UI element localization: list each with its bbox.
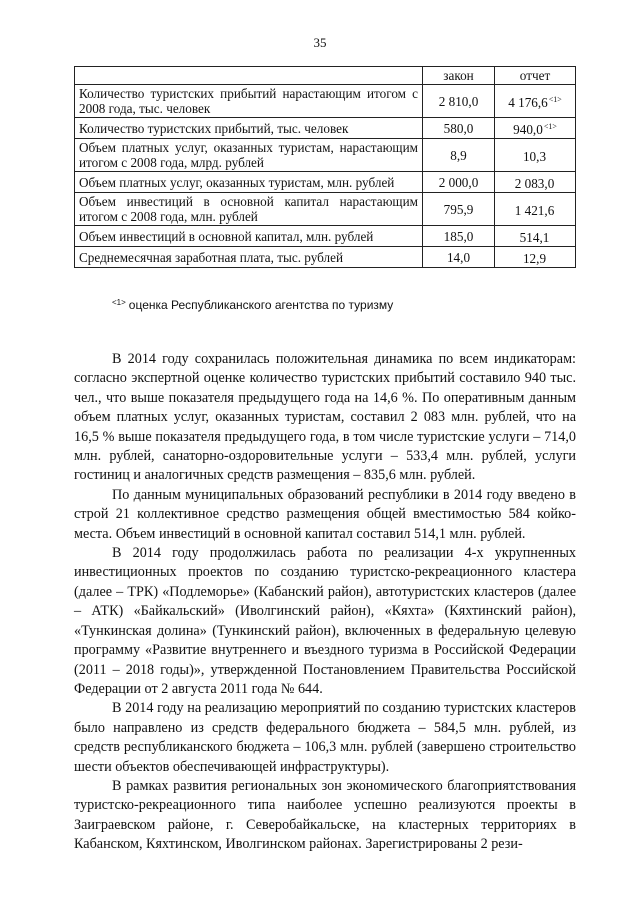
footnote-marker: <1> bbox=[112, 298, 126, 307]
table-row bbox=[75, 193, 576, 226]
paragraph: В 2014 году на реализацию мероприятий по созданию туристских кластеров было направлено из средств федерального бюджета – 584,5 млн. рублей, из средств республиканского бюджета – 106,3 млн. рублей (завершено строительство шести объектов обеспечивающей инфраструктуры). bbox=[74, 700, 576, 775]
row-report-value: 2 083,0 bbox=[514, 176, 555, 191]
row-label: Объем платных услуг, оказанных туристам, млн. рублей bbox=[75, 172, 423, 193]
row-report-value: 12,9 bbox=[522, 251, 547, 266]
row-report-value: 514,1 bbox=[519, 230, 550, 245]
table-footnote bbox=[112, 298, 393, 312]
footnote-text: оценка Республиканского агентства по туризму bbox=[128, 298, 394, 312]
page-number: 35 bbox=[313, 35, 327, 50]
row-report-value: 940,0 bbox=[513, 122, 543, 137]
row-report-cell bbox=[495, 226, 576, 247]
row-report-value: 10,3 bbox=[522, 149, 547, 164]
table-header-report: отчет bbox=[495, 67, 576, 85]
indicators-table bbox=[74, 66, 576, 268]
row-note-marker: <1> bbox=[543, 122, 557, 131]
table-row bbox=[75, 139, 576, 172]
row-report-cell bbox=[495, 247, 576, 268]
row-report-cell bbox=[495, 85, 576, 118]
row-label: Среднемесячная заработная плата, тыс. рублей bbox=[75, 247, 423, 268]
body-text bbox=[74, 350, 576, 855]
row-report-cell bbox=[495, 172, 576, 193]
row-note-marker: <1> bbox=[548, 95, 562, 104]
table-row bbox=[75, 247, 576, 268]
row-law-value: 580,0 bbox=[423, 118, 495, 139]
row-label: Объем инвестиций в основной капитал нарастающим итогом с 2008 года, млн. рублей bbox=[75, 193, 423, 226]
row-law-value: 14,0 bbox=[423, 247, 495, 268]
row-law-value: 2 810,0 bbox=[423, 85, 495, 118]
row-report-value: 1 421,6 bbox=[514, 203, 555, 218]
row-report-cell bbox=[495, 118, 576, 139]
row-report-cell bbox=[495, 193, 576, 226]
row-law-value: 8,9 bbox=[423, 139, 495, 172]
table-row bbox=[75, 118, 576, 139]
paragraph: В 2014 году сохранилась положительная динамика по всем индикаторам: согласно экспертной оценке количество туристских прибытий составило 940 тыс. чел., что выше показателя предыдущего года на 14,6 %. По оперативным данным объем платных услуг, оказанных туристам, составил 2 083 млн. рублей, что на 16,5 % выше показателя предыдущего года, в том числе туристские услуги – 714,0 млн. рублей, санаторно-оздоровительные услуги – 533,4 млн. рублей, услуги гостиниц и аналогичных средств размещения – 835,6 млн. рублей. bbox=[74, 351, 576, 484]
paragraph: По данным муниципальных образований республики в 2014 году введено в строй 21 коллективное средство размещения общей вместимостью 584 койко-места. Объем инвестиций в основной капитал составил 514,1 млн. рублей. bbox=[74, 486, 576, 542]
paragraph: В рамках развития региональных зон экономического благоприятствования туристско-рекреационного типа наиболее успешно реализуются проекты в Заиграевском районе, г. Северобайкальске, на кластерных территориях в Кабанском, Кяхтинском, Иволгинском районах. Зарегистрированы 2 рези- bbox=[74, 777, 576, 853]
row-label: Количество туристских прибытий, тыс. человек bbox=[75, 118, 423, 139]
table-row bbox=[75, 172, 576, 193]
row-report-value: 4 176,6 bbox=[508, 95, 548, 110]
row-law-value: 185,0 bbox=[423, 226, 495, 247]
table-row bbox=[75, 85, 576, 118]
table-row bbox=[75, 226, 576, 247]
table-header-label bbox=[75, 67, 423, 85]
table-header-law: закон bbox=[423, 67, 495, 85]
row-label: Объем платных услуг, оказанных туристам, нарастающим итогом с 2008 года, млрд. рублей bbox=[75, 139, 423, 172]
row-report-cell bbox=[495, 139, 576, 172]
paragraph: В 2014 году продолжилась работа по реализации 4-х укрупненных инвестиционных проектов по созданию туристско-рекреационного кластера (далее – ТРК) «Подлеморье» (Кабанский район), автотуристских кластеров (далее – АТК) «Байкальский» (Иволгинский район), «Кяхта» (Кяхтинский район), «Тункинская долина» (Тункинский район), включенных в федеральную целевую программу «Развитие внутреннего и въездного туризма в Российской Федерации (2011 – 2018 годы)», утвержденной Постановлением Правительства Российской Федерации от 2 августа 2011 года № 644. bbox=[74, 545, 576, 697]
row-law-value: 2 000,0 bbox=[423, 172, 495, 193]
row-label: Объем инвестиций в основной капитал, млн. рублей bbox=[75, 226, 423, 247]
table-header-row bbox=[75, 67, 576, 85]
row-law-value: 795,9 bbox=[423, 193, 495, 226]
row-label: Количество туристских прибытий нарастающим итогом с 2008 года, тыс. человек bbox=[75, 85, 423, 118]
